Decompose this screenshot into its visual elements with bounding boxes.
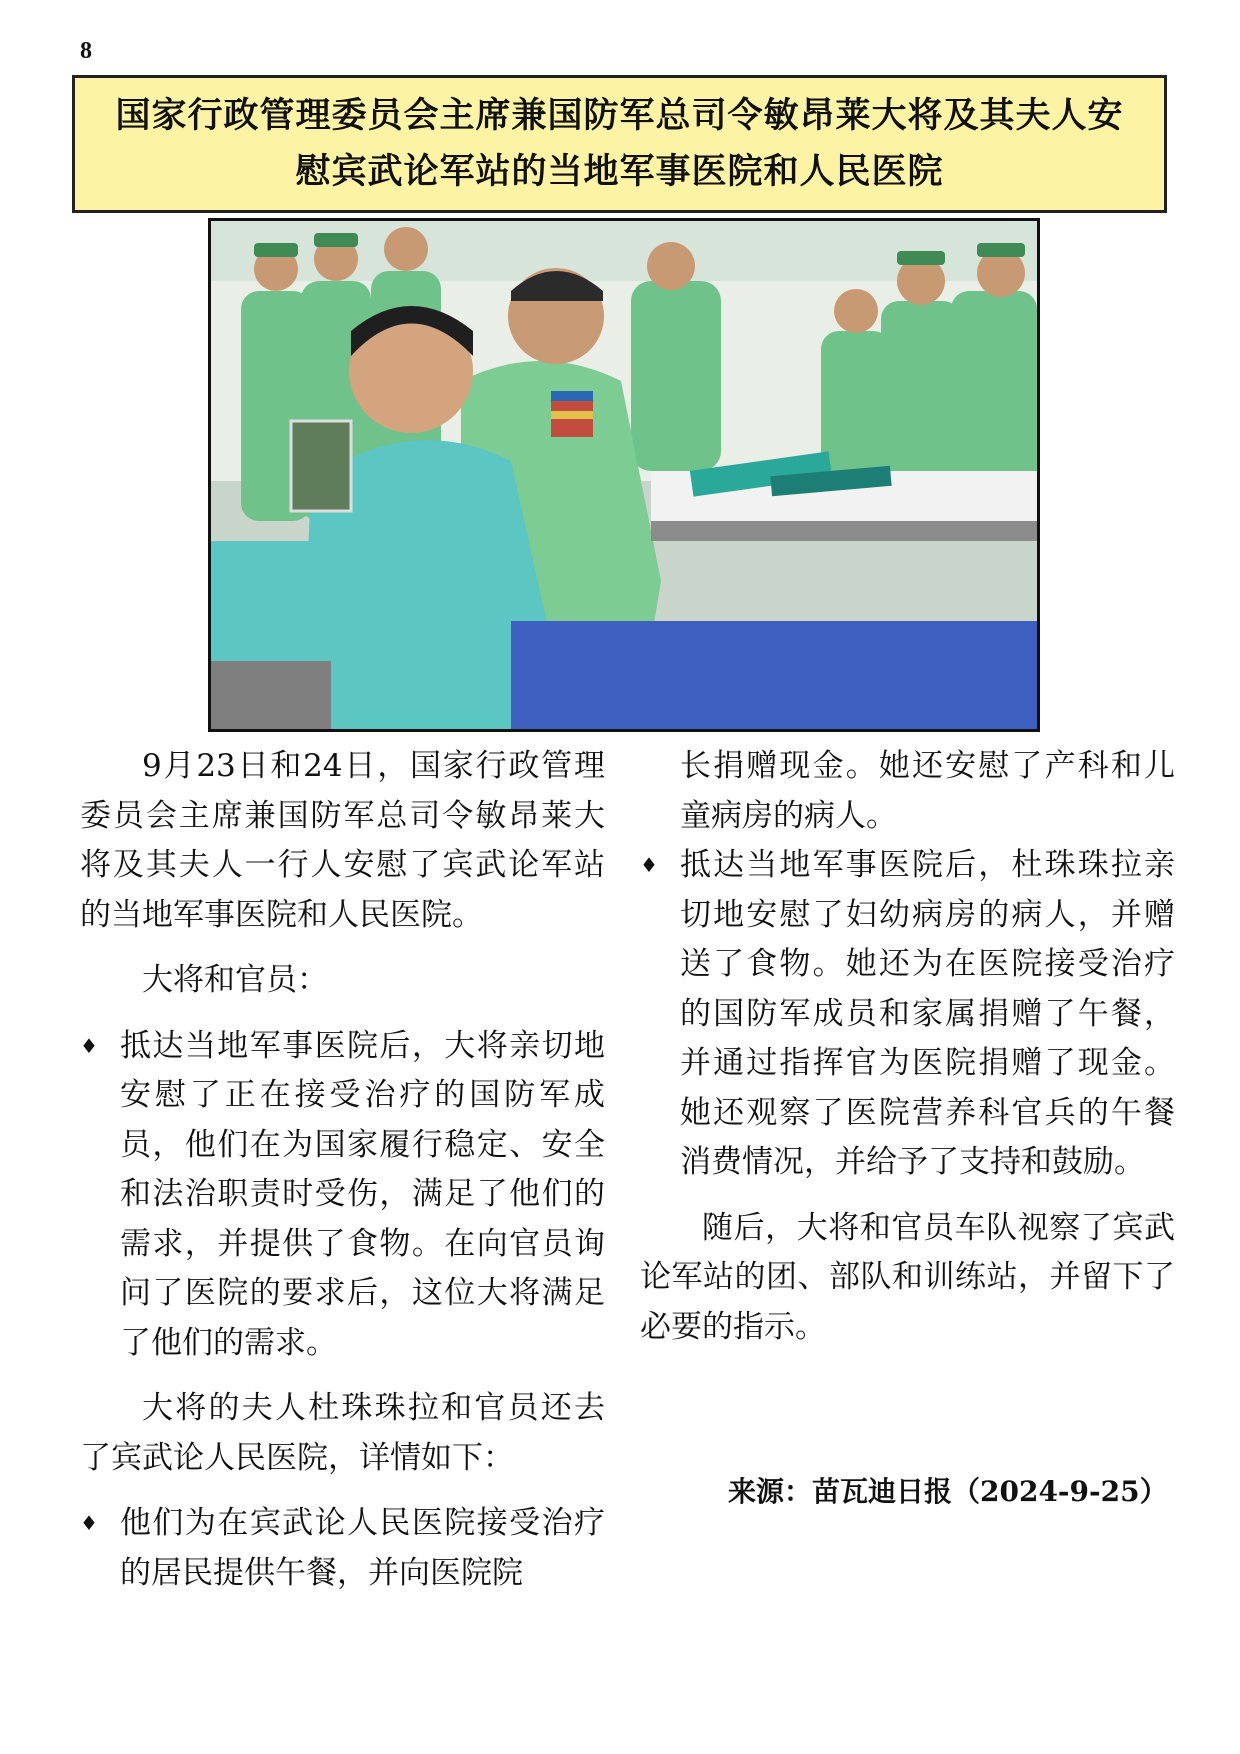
bullet-diamond-icon: ♦ xyxy=(80,1033,98,1058)
source-citation: 来源：苗瓦迪日报（2024-9-25） xyxy=(728,1475,1168,1508)
list-item xyxy=(80,1022,605,1369)
headline-line-2: 慰宾武论军站的当地军事医院和人民医院 xyxy=(295,152,944,192)
article-left-column xyxy=(80,742,605,1598)
wife-visit-paragraph: 大将的夫人杜珠珠拉和官员还去了宾武论人民医院，详情如下： xyxy=(80,1390,605,1476)
intro-paragraph: 9月23日和24日，国家行政管理委员会主席兼国防军总司令敏昂莱大将及其夫人一行人安慰了宾武论军站的当地军事医院和人民医院。 xyxy=(80,748,605,933)
list-item xyxy=(80,1499,605,1598)
list-item-text: 抵达当地军事医院后，杜珠珠拉亲切地安慰了妇幼病房的病人，并赠送了食物。她还为在医院接受治疗的国防军成员和家属捐赠了午餐，并通过指挥官为医院捐赠了现金。她还观察了医院营养科官兵的午餐消费情况，并给予了支持和鼓励。 xyxy=(680,847,1175,1180)
list-item-text: 他们为在宾武论人民医院接受治疗的居民提供午餐，并向医院院 xyxy=(120,1505,605,1591)
bullet-diamond-icon: ♦ xyxy=(640,853,658,877)
article-right-column xyxy=(640,742,1175,1352)
news-photo xyxy=(208,218,1040,732)
general-officers-heading: 大将和官员： xyxy=(142,962,328,998)
list-item-continuation: 长捐赠现金。她还安慰了产科和儿童病房的病人。 xyxy=(680,748,1175,834)
bullet-diamond-icon: ♦ xyxy=(80,1511,98,1535)
list-item-text: 抵达当地军事医院后，大将亲切地安慰了正在接受治疗的国防军成员，他们在为国家履行稳定、安全和法治职责时受伤，满足了他们的需求，并提供了食物。在向官员询问了医院的要求后，这位大将满足了他们的需求。 xyxy=(120,1027,605,1361)
closing-paragraph: 随后，大将和官员车队视察了宾武论军站的团、部队和训练站，并留下了必要的指示。 xyxy=(640,1209,1175,1345)
page-number: 8 xyxy=(80,38,92,64)
headline-line-1: 国家行政管理委员会主席兼国防军总司令敏昂莱大将及其夫人安 xyxy=(115,96,1124,136)
headline-box xyxy=(72,75,1167,213)
list-item xyxy=(640,841,1175,1188)
